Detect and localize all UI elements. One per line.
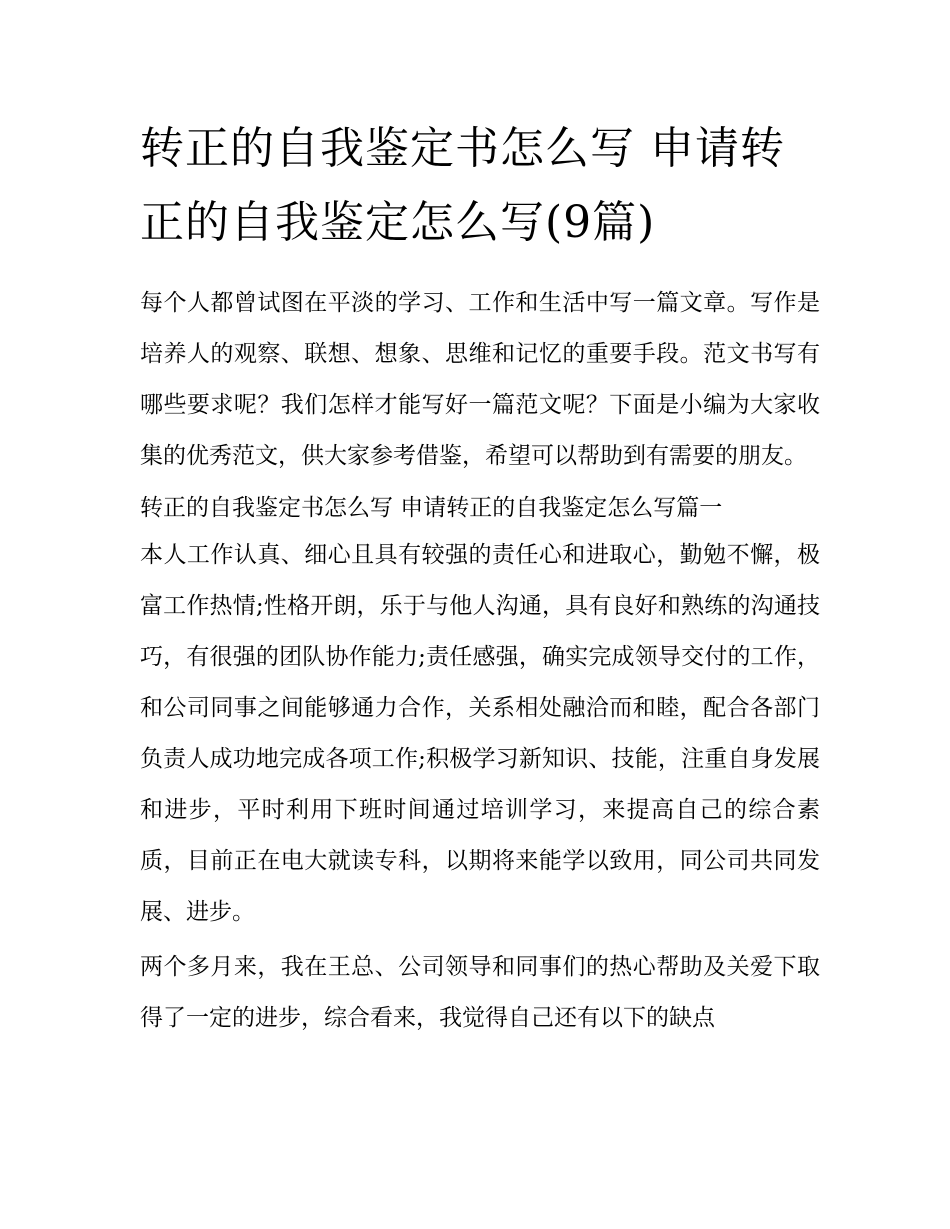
body-paragraph-1: 本人工作认真、细心且具有较强的责任心和进取心，勤勉不懈，极富工作热情;性格开朗，乐于与他人沟通，具有良好和熟练的沟通技巧，有很强的团队协作能力;责任感强，确实完成领导交付的工作，和公司同事之间能够通力合作，关系相处融洽而和睦，配合各部门负责人成功地完成各项工作;积极学习新知识、技能，注重自身发展和进步，平时利用下班时间通过培训学习，来提高自己的综合素质，目前正在电大就读专科，以期将来能学以致用，同公司共同发展、进步。 xyxy=(140,542,820,925)
document-content xyxy=(140,112,820,1044)
body-paragraph-2: 两个多月来，我在王总、公司领导和同事们的热心帮助及关爱下取得了一定的进步，综合看来，我觉得自己还有以下的缺点 xyxy=(140,954,820,1031)
intro-paragraph: 每个人都曾试图在平淡的学习、工作和生活中写一篇文章。写作是培养人的观察、联想、想象、思维和记忆的重要手段。范文书写有哪些要求呢？我们怎样才能写好一篇范文呢？下面是小编为大家收集的优秀范文，供大家参考借鉴，希望可以帮助到有需要的朋友。 xyxy=(140,290,820,469)
section-heading: 转正的自我鉴定书怎么写 申请转正的自我鉴定怎么写篇一 xyxy=(140,495,723,521)
document-title: 转正的自我鉴定书怎么写 申请转正的自我鉴定怎么写(9篇) xyxy=(140,123,785,248)
